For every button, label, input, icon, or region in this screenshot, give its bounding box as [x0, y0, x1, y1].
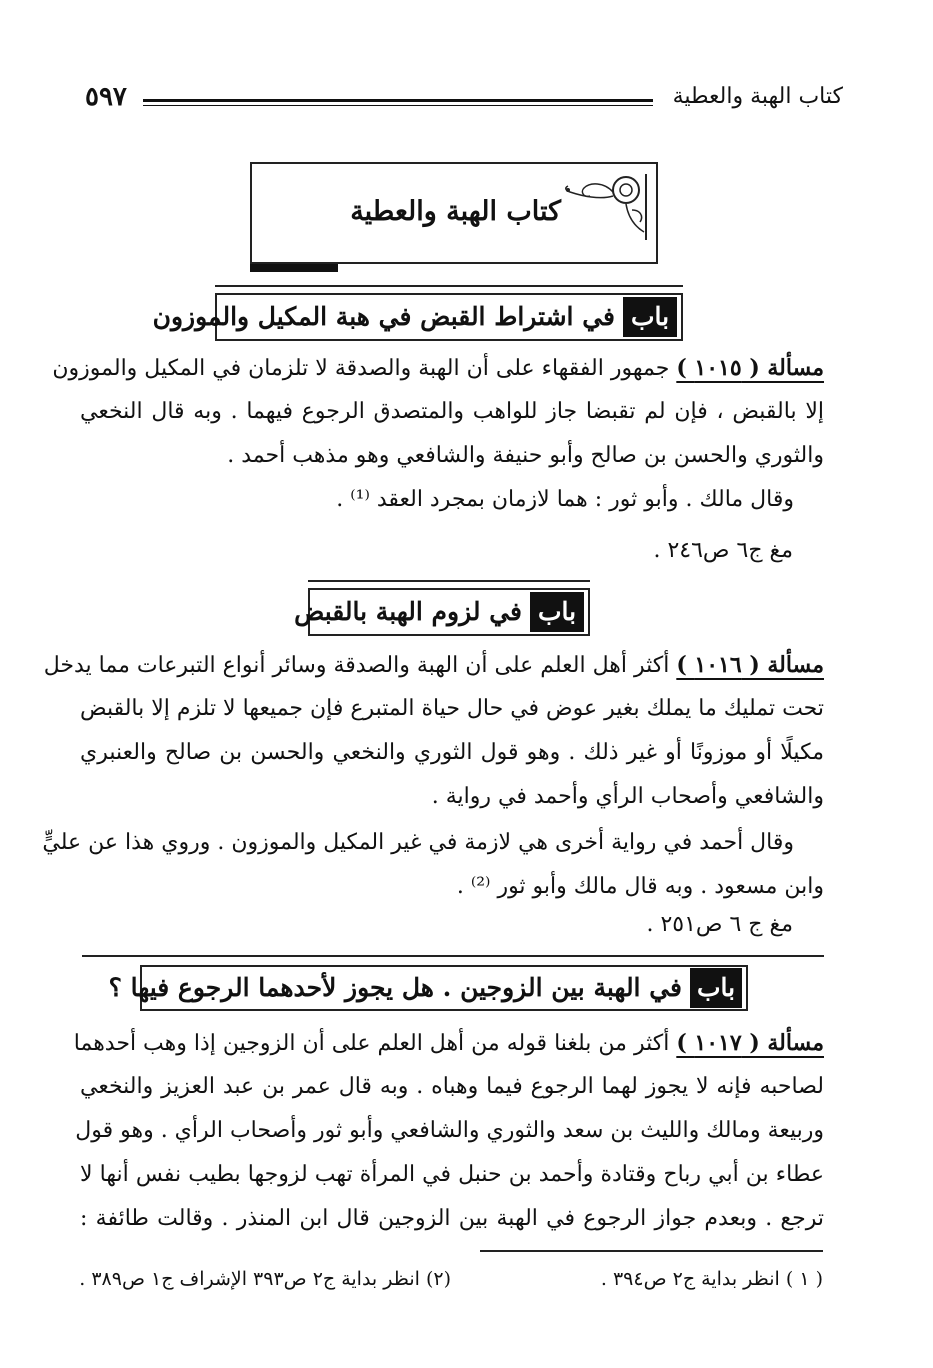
- running-header: [85, 82, 843, 122]
- text-line: وقال أحمد في رواية أخرى هي لازمة في غير المكيل والموزون . وروي هذا عن عليٍّ: [42, 830, 794, 855]
- text-line: مكيلًا أو موزونًا أو غير ذلك . وهو قول الثوري والنخعي والحسن بن صالح والعنبري: [80, 740, 824, 765]
- text-line: ترجع . وبعدم جواز الرجوع في الهبة بين الزوجين قال ابن المنذر . وقالت طائفة :: [80, 1206, 824, 1231]
- heading-rule: [82, 955, 824, 957]
- text-line: لصاحبه فإنه لا يجوز لهما الرجوع فيما وهباه . وبه قال عمر بن عبد العزيز والنخعي: [80, 1074, 824, 1099]
- section-title-2: في لزوم الهبة بالقبض: [294, 597, 522, 626]
- section-heading-3: [82, 955, 824, 1013]
- section-title-3: في الهبة بين الزوجين . هل يجوز لأحدهما الرجوع فيها ؟: [108, 973, 682, 1002]
- text-span: أكثر من بلغنا قوله من أهل العلم على أن الزوجين إذا وهب أحدهما: [73, 1031, 670, 1056]
- footnote-2: (٢) انظر بداية ج٢ ص٣٩٣ الإشراف ج١ ص٣٨٩ .: [79, 1268, 451, 1290]
- bab-label: باب: [623, 297, 677, 337]
- text-line: والشافعي وأصحاب الرأي وأحمد في رواية .: [431, 784, 824, 809]
- reference: مغ ج٦ ص٢٤٦ .: [653, 538, 793, 563]
- footnote-rule: [480, 1250, 823, 1252]
- text-span: جمهور الفقهاء على أن الهبة والصدقة لا تلزمان في المكيل والموزون: [52, 356, 670, 381]
- section-heading-1: [152, 285, 683, 343]
- masala-number: مسألة ( ١٠١٧ ): [676, 1030, 824, 1056]
- text-line: [43, 652, 824, 694]
- page-number: ٥٩٧: [85, 82, 127, 112]
- chapter-title-box: [250, 162, 658, 264]
- section-heading-2: [294, 580, 590, 638]
- header-rule: [143, 99, 653, 102]
- masala-number: مسألة ( ١٠١٥ ): [676, 355, 824, 381]
- text-span: أكثر أهل العلم على أن الهبة والصدقة وسائر أنواع التبرعات مما يدخل: [43, 653, 670, 678]
- text-line: إلا بالقبض ، فإن لم تقبضا جاز للواهب والمتصدق الرجوع فيهما . وبه قال النخعي: [80, 399, 824, 424]
- header-rule-thin: [143, 105, 653, 106]
- running-title: كتاب الهبة والعطية: [672, 84, 843, 109]
- text-line: عطاء بن أبي رباح وقتادة وأحمد بن حنبل في المرأة تهب لزوجها بطيب نفس أنها لا: [80, 1162, 824, 1187]
- section-title-1: في اشتراط القبض في هبة المكيل والموزون: [152, 302, 615, 331]
- floral-ornament-icon: [560, 170, 650, 242]
- section-text-2: [42, 652, 824, 912]
- reference: مغ ج ٦ ص٢٥١ .: [646, 912, 793, 937]
- text-line: والثوري والحسن بن صالح وأبو حنيفة والشافعي وهو مذهب أحمد .: [227, 443, 824, 468]
- footnote-1: ( ١ ) انظر بداية ج٢ ص٣٩٤ .: [600, 1268, 823, 1290]
- title-box-accent: [250, 264, 338, 272]
- text-line: وربيعة ومالك والليث بن سعد والثوري والشافعي وأبو ثور وأصحاب الرأي . وهو قول: [75, 1118, 824, 1143]
- masala-number: مسألة ( ١٠١٦ ): [676, 652, 824, 678]
- bab-label: باب: [530, 592, 584, 632]
- text-line: تحت تمليك ما يملك بغير عوض في حال حياة المتبرع فإن جميعها لا تلزم إلا بالقبض: [80, 696, 824, 721]
- section-text-3: [73, 1030, 824, 1245]
- text-line: وابن مسعود . وبه قال مالك وأبو ثور ⁽²⁾ .: [456, 874, 824, 899]
- chapter-title: كتاب الهبة والعطية: [350, 196, 561, 227]
- text-line: [73, 1030, 824, 1072]
- text-line: وقال مالك . وأبو ثور : هما لازمان بمجرد العقد ⁽¹⁾ .: [336, 487, 794, 512]
- heading-rule: [215, 285, 683, 287]
- bab-label: باب: [690, 968, 742, 1008]
- heading-rule: [308, 580, 590, 582]
- section-text-1: [52, 355, 824, 565]
- text-line: [52, 355, 824, 397]
